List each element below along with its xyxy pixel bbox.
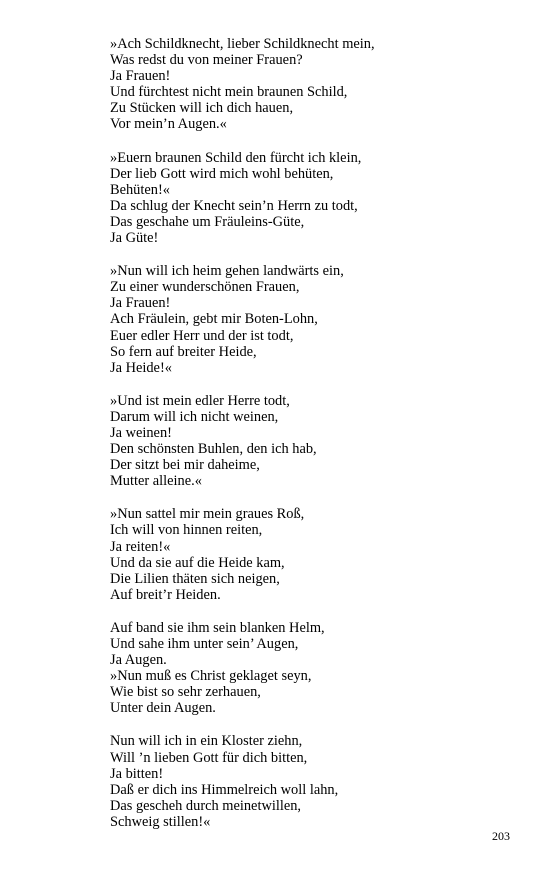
verse-line: Und da sie auf die Heide kam,	[110, 554, 285, 571]
verse-line: Darum will ich nicht weinen,	[110, 408, 279, 425]
verse-line: Der lieb Gott wird mich wohl behüten,	[110, 165, 334, 182]
verse-line: Da schlug der Knecht sein’n Herrn zu todt,	[110, 197, 358, 214]
verse-line: Den schönsten Buhlen, den ich hab,	[110, 441, 317, 458]
verse-line: Ja Frauen!	[110, 68, 171, 85]
verse-line: Ja reiten!«	[110, 538, 171, 555]
verse-line: Schweig stillen!«	[110, 813, 211, 830]
verse-line: Mutter alleine.«	[110, 473, 202, 490]
verse-line: Vor mein’n Augen.«	[110, 116, 227, 133]
verse-line: Euer edler Herr und der ist todt,	[110, 327, 294, 344]
stanza	[110, 393, 530, 490]
stanza	[110, 263, 530, 376]
stanza	[110, 506, 530, 603]
verse-line: Ja Augen.	[110, 652, 167, 669]
verse-line: »Ach Schildknecht, lieber Schildknecht mein,	[110, 36, 375, 52]
verse-line: Daß er dich ins Himmelreich woll lahn,	[110, 781, 339, 798]
stanza	[110, 620, 530, 717]
verse-line: Unter dein Augen.	[110, 700, 216, 717]
verse-line: »Und ist mein edler Herre todt,	[110, 392, 290, 409]
verse-line: Das geschahe um Fräuleins-Güte,	[110, 213, 305, 230]
verse-line: Und sahe ihm unter sein’ Augen,	[110, 636, 299, 652]
verse-line: Die Lilien thäten sich neigen,	[110, 570, 280, 587]
verse-line: Wie bist so sehr zerhauen,	[110, 684, 261, 701]
verse-line: Ich will von hinnen reiten,	[110, 522, 263, 539]
stanza	[110, 36, 530, 133]
verse-line: Auf band sie ihm sein blanken Helm,	[110, 619, 325, 636]
verse-line: Ach Fräulein, gebt mir Boten-Lohn,	[110, 311, 318, 328]
poem-text	[110, 36, 530, 847]
verse-line: Ja Güte!	[110, 230, 159, 247]
verse-line: Ja bitten!	[110, 765, 164, 782]
verse-line: Zu Stücken will ich dich hauen,	[110, 100, 294, 117]
verse-line: Zu einer wunderschönen Frauen,	[110, 279, 300, 296]
verse-line: So fern auf breiter Heide,	[110, 343, 257, 360]
verse-line: Will ’n lieben Gott für dich bitten,	[110, 749, 308, 766]
verse-line: »Nun will ich heim gehen landwärts ein,	[110, 263, 344, 280]
verse-line: Auf breit’r Heiden.	[110, 586, 221, 603]
verse-line: Nun will ich in ein Kloster ziehn,	[110, 733, 303, 750]
verse-line: »Euern braunen Schild den fürcht ich klein,	[110, 149, 362, 166]
verse-line: Ja weinen!	[110, 424, 172, 441]
verse-line: Ja Heide!«	[110, 359, 172, 376]
verse-line: Ja Frauen!	[110, 295, 171, 312]
stanza	[110, 150, 530, 247]
verse-line: »Nun sattel mir mein graues Roß,	[110, 506, 305, 523]
stanza	[110, 733, 530, 830]
verse-line: Und fürchtest nicht mein braunen Schild,	[110, 84, 348, 101]
verse-line: Behüten!«	[110, 181, 170, 198]
verse-line: Was redst du von meiner Frauen?	[110, 52, 303, 69]
verse-line: Der sitzt bei mir daheime,	[110, 457, 260, 474]
verse-line: »Nun muß es Christ geklaget seyn,	[110, 668, 312, 685]
verse-line: Das gescheh durch meinetwillen,	[110, 797, 302, 814]
page-number: 203	[492, 829, 510, 843]
